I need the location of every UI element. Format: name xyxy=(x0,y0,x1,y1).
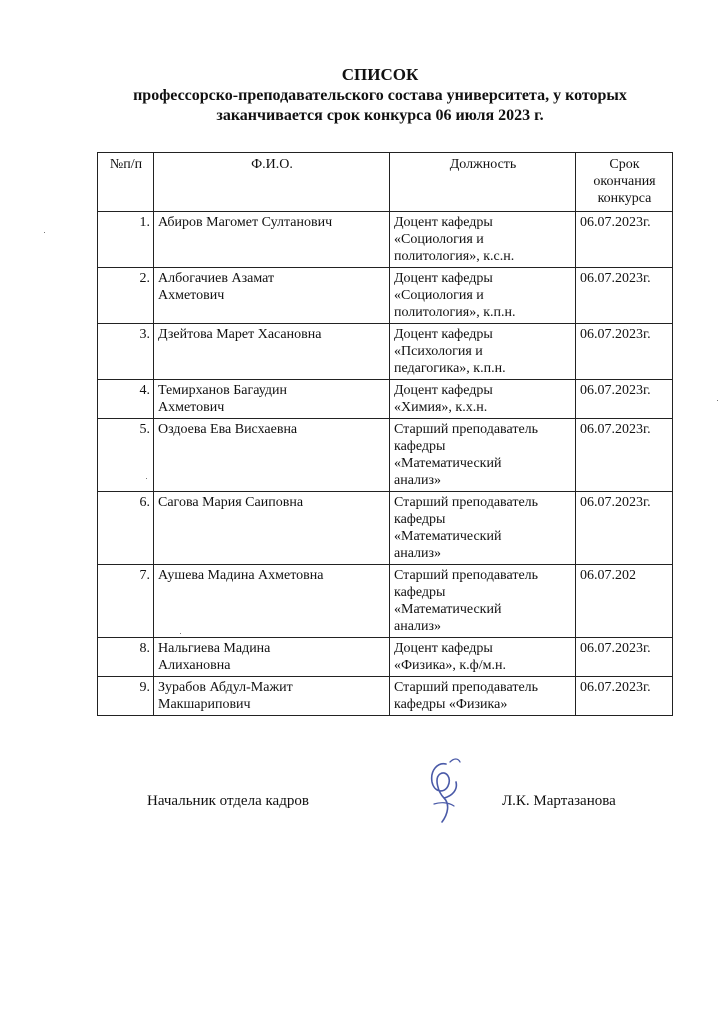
row-position xyxy=(390,380,576,419)
position-line: Старший преподаватель xyxy=(394,680,539,695)
position-line: Доцент кафедры xyxy=(394,383,493,398)
table-row xyxy=(98,212,673,268)
header-deadline-line-3: конкурса xyxy=(597,191,652,206)
scan-speck xyxy=(180,633,181,634)
row-num: 7. xyxy=(98,565,154,638)
name-line: Ахметович xyxy=(158,288,225,303)
document-subtitle-line-1: профессорско-преподавательского состава университета, у которых xyxy=(133,87,627,104)
row-date: 06.07.2023г. xyxy=(576,380,673,419)
row-num: 3. xyxy=(98,324,154,380)
position-line: «Физика», к.ф/м.н. xyxy=(394,658,506,673)
position-line: Старший преподаватель xyxy=(394,568,539,583)
scan-speck xyxy=(146,478,147,479)
table-row xyxy=(98,638,673,677)
name-line: Албогачиев Азамат xyxy=(158,271,275,286)
document-subtitle-line-2: заканчивается срок конкурса 06 июля 2023 г. xyxy=(216,107,544,124)
row-date: 06.07.2023г. xyxy=(576,492,673,565)
document-heading xyxy=(60,64,700,126)
name-line: Темирханов Багаудин xyxy=(158,383,287,398)
position-line: Доцент кафедры xyxy=(394,215,493,230)
name-line: Макшарипович xyxy=(158,697,251,712)
row-num: 1. xyxy=(98,212,154,268)
table-header-row xyxy=(98,153,673,212)
row-date: 06.07.2023г. xyxy=(576,677,673,716)
header-deadline xyxy=(576,153,673,212)
table-row xyxy=(98,268,673,324)
name-line: Ахметович xyxy=(158,400,225,415)
position-line: «Социология и xyxy=(394,288,484,303)
position-line: Старший преподаватель xyxy=(394,495,539,510)
table-row xyxy=(98,380,673,419)
position-line: «Психология и xyxy=(394,344,483,359)
position-line: Доцент кафедры xyxy=(394,271,493,286)
table-row xyxy=(98,492,673,565)
row-position xyxy=(390,419,576,492)
table-row xyxy=(98,677,673,716)
row-num: 6. xyxy=(98,492,154,565)
header-deadline-line-2: окончания xyxy=(593,174,656,189)
row-name: Дзейтова Марет Хасановна xyxy=(154,324,390,380)
position-line: анализ» xyxy=(394,619,442,634)
row-date: 06.07.2023г. xyxy=(576,268,673,324)
table-row xyxy=(98,324,673,380)
row-position xyxy=(390,492,576,565)
position-line: кафедры xyxy=(394,512,446,527)
scan-speck xyxy=(44,232,45,233)
name-line: Нальгиева Мадина xyxy=(158,641,271,656)
staff-table xyxy=(97,152,673,716)
row-name xyxy=(154,380,390,419)
row-date: 06.07.202 xyxy=(576,565,673,638)
position-line: кафедры «Физика» xyxy=(394,697,508,712)
row-position xyxy=(390,565,576,638)
position-line: «Математический xyxy=(394,602,502,617)
signatory-role: Начальник отдела кадров xyxy=(147,793,309,809)
position-line: «Социология и xyxy=(394,232,484,247)
row-position xyxy=(390,677,576,716)
position-line: «Химия», к.х.н. xyxy=(394,400,488,415)
position-line: кафедры xyxy=(394,585,446,600)
header-position: Должность xyxy=(390,153,576,212)
position-line: «Математический xyxy=(394,529,502,544)
row-num: 8. xyxy=(98,638,154,677)
position-line: Доцент кафедры xyxy=(394,641,493,656)
row-num: 5. xyxy=(98,419,154,492)
row-name: Сагова Мария Саиповна xyxy=(154,492,390,565)
position-line: анализ» xyxy=(394,546,442,561)
row-position xyxy=(390,268,576,324)
row-date: 06.07.2023г. xyxy=(576,212,673,268)
document-title: СПИСОК xyxy=(341,65,419,84)
row-position xyxy=(390,638,576,677)
row-name xyxy=(154,638,390,677)
row-name xyxy=(154,268,390,324)
position-line: политология», к.с.н. xyxy=(394,249,515,264)
name-line: Зурабов Абдул-Мажит xyxy=(158,680,293,695)
position-line: Доцент кафедры xyxy=(394,327,493,342)
row-position xyxy=(390,324,576,380)
row-name: Аушева Мадина Ахметовна xyxy=(154,565,390,638)
row-name: Оздоева Ева Висхаевна xyxy=(154,419,390,492)
row-date: 06.07.2023г. xyxy=(576,419,673,492)
scan-speck xyxy=(717,400,718,401)
position-line: политология», к.п.н. xyxy=(394,305,516,320)
name-line: Алихановна xyxy=(158,658,231,673)
row-date: 06.07.2023г. xyxy=(576,638,673,677)
row-position xyxy=(390,212,576,268)
handwritten-signature xyxy=(408,752,478,832)
signatory-name: Л.К. Мартазанова xyxy=(502,793,616,809)
header-name: Ф.И.О. xyxy=(154,153,390,212)
table-row xyxy=(98,419,673,492)
row-num: 2. xyxy=(98,268,154,324)
position-line: Старший преподаватель xyxy=(394,422,539,437)
table-row xyxy=(98,565,673,638)
row-name: Абиров Магомет Султанович xyxy=(154,212,390,268)
position-line: кафедры xyxy=(394,439,446,454)
row-name xyxy=(154,677,390,716)
position-line: «Математический xyxy=(394,456,502,471)
row-num: 4. xyxy=(98,380,154,419)
header-deadline-line-1: Срок xyxy=(609,157,640,172)
row-date: 06.07.2023г. xyxy=(576,324,673,380)
row-num: 9. xyxy=(98,677,154,716)
position-line: анализ» xyxy=(394,473,442,488)
position-line: педагогика», к.п.н. xyxy=(394,361,506,376)
header-num: №п/п xyxy=(98,153,154,212)
